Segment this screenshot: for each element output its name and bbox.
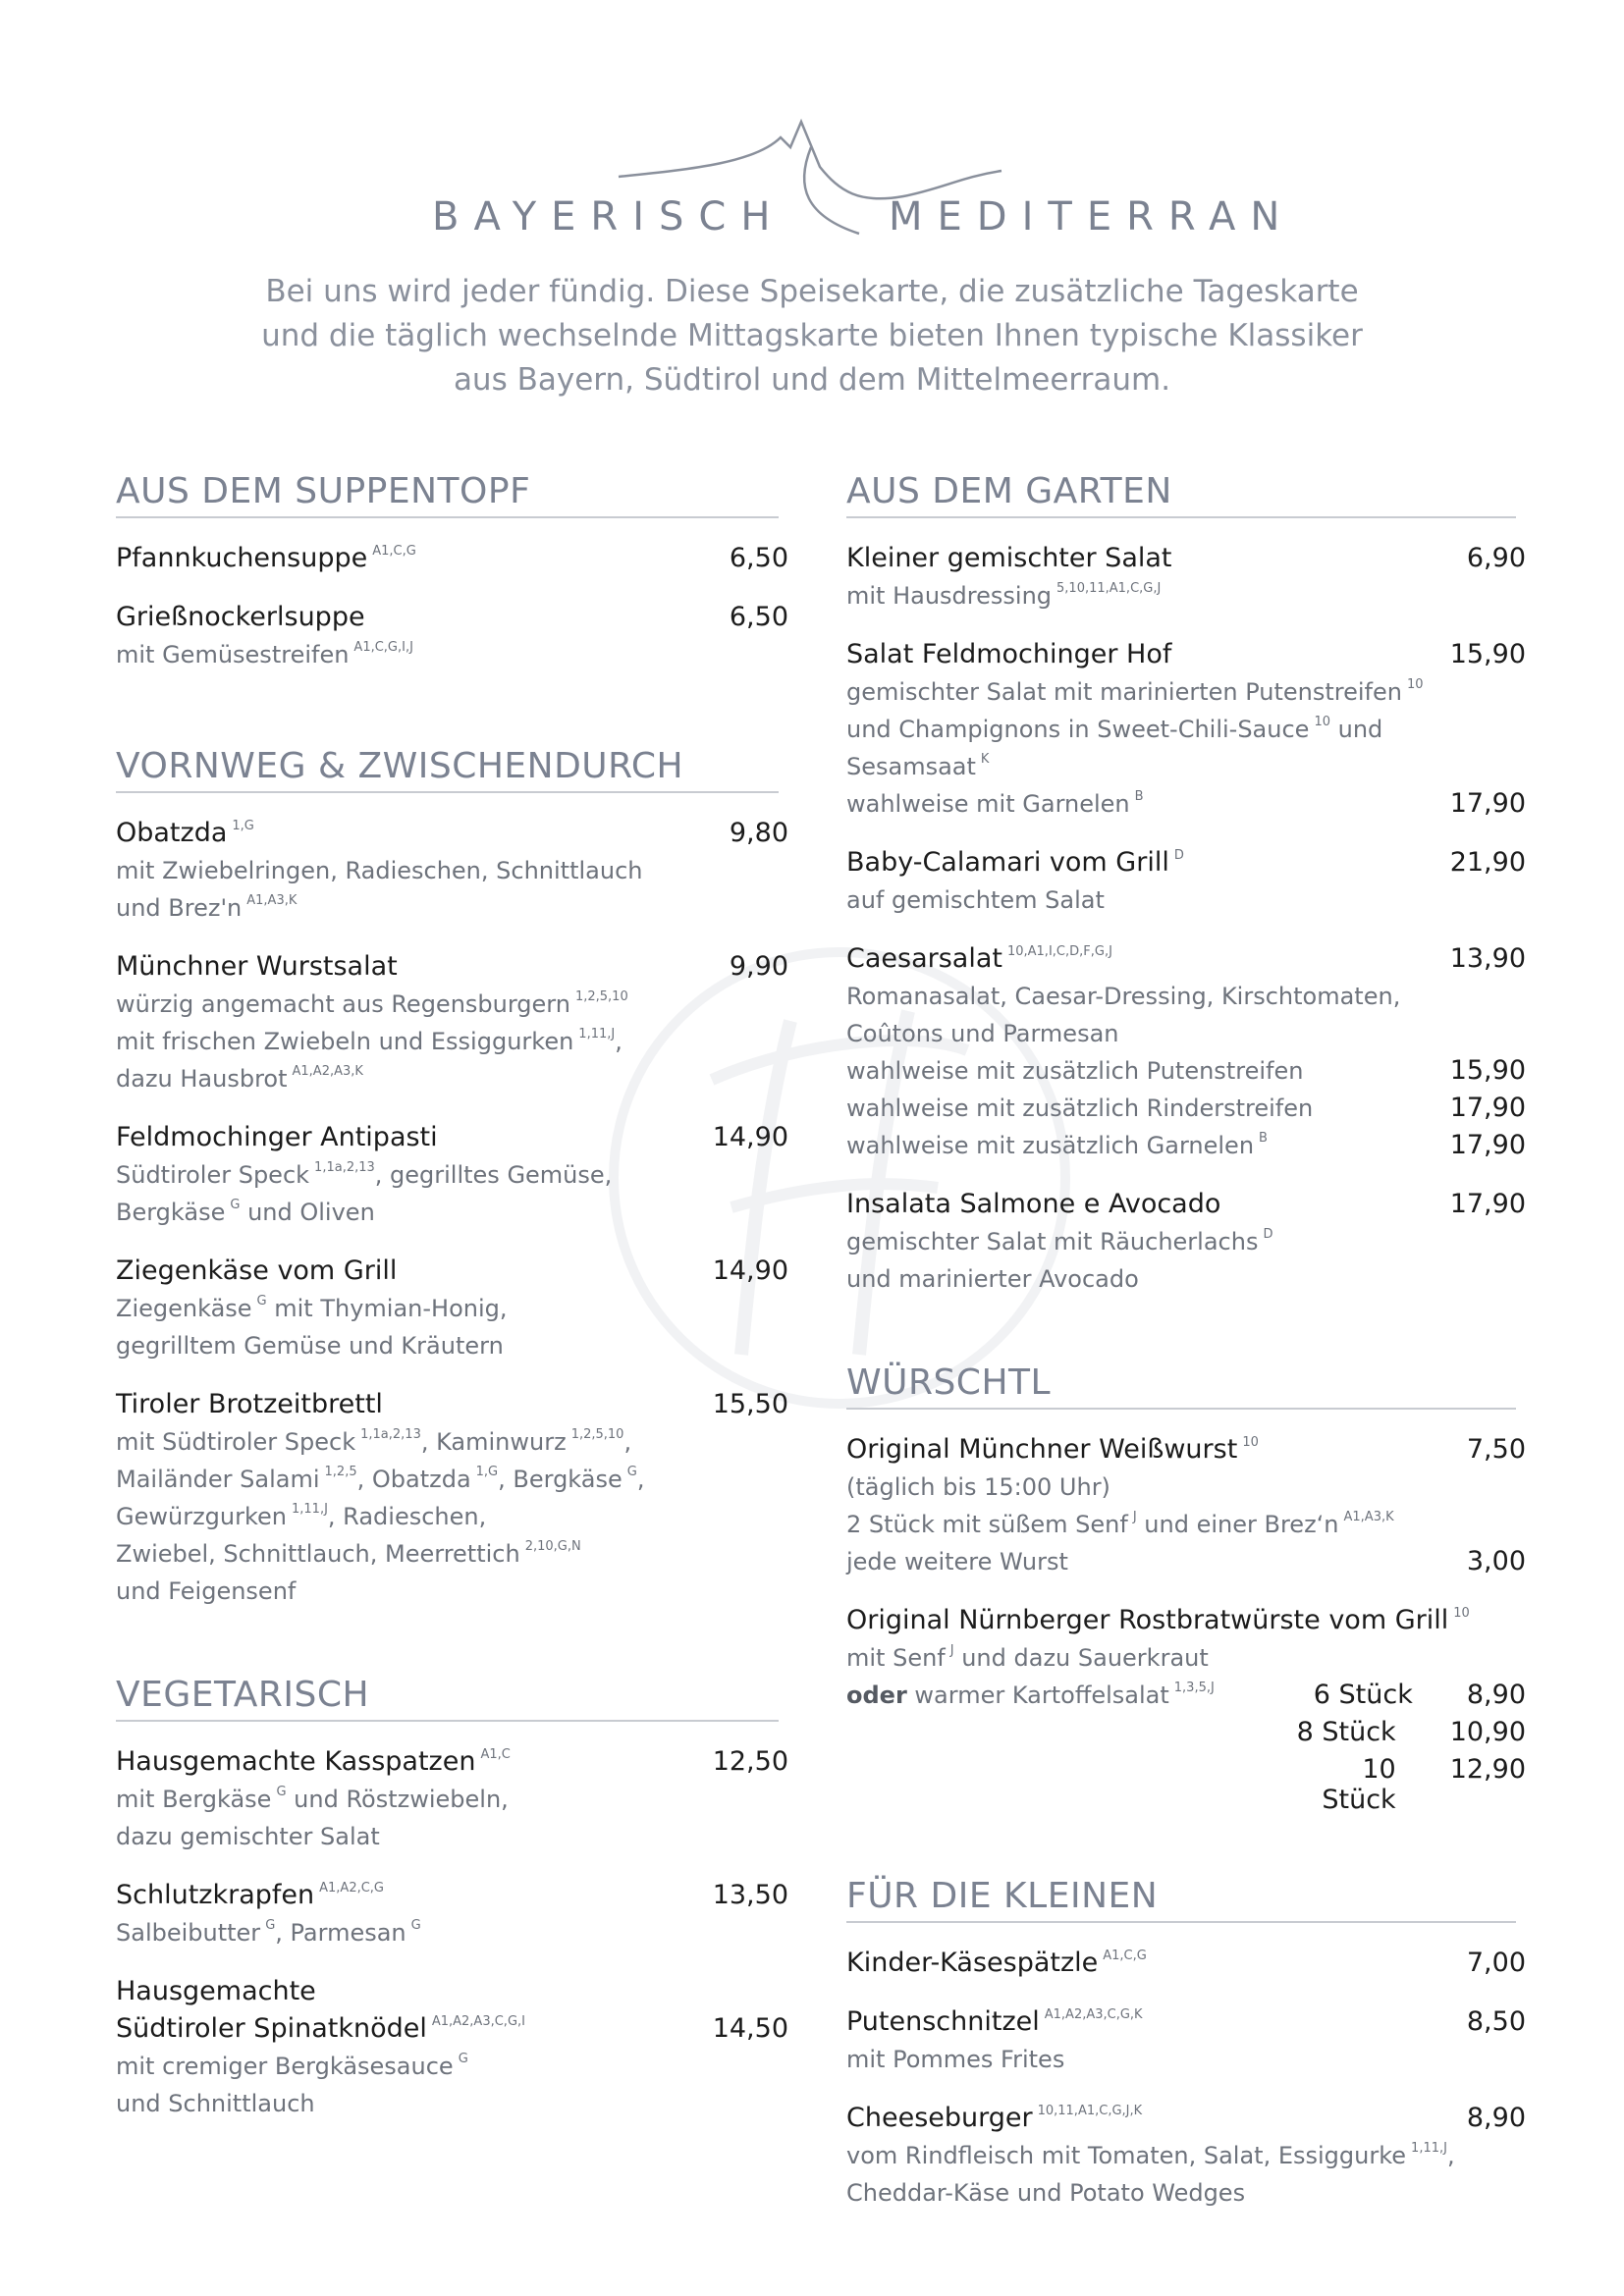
menu-item [116, 599, 788, 673]
item-description: gemischter Salat mit marinierten Putenstreifen $^{10}$ [846, 677, 1424, 706]
item-name: Salat Feldmochinger Hof [846, 639, 1172, 669]
item-description: mit Südtiroler Speck $^{1,1a,2,13}$, Kaminwurz $^{1,2,5,10}$, [116, 1427, 632, 1456]
item-description: dazu gemischter Salat [116, 1823, 380, 1850]
item-description: Cheddar-Käse und Potato Wedges [846, 2179, 1246, 2207]
item-description: Zwiebel, Schnittlauch, Meerrettich $^{2,10,G,N}$ [116, 1539, 581, 1568]
section-vornweg [116, 744, 788, 1610]
item-price: 13,50 [712, 1880, 788, 1910]
item-name: Grießnockerlsuppe [116, 602, 365, 632]
item-description: Romanasalat, Caesar-Dressing, Kirschtomaten, [846, 983, 1401, 1010]
item-price: 9,80 [729, 818, 788, 848]
section-wuerschtl [846, 1361, 1526, 1815]
item-description: dazu Hausbrot $^{A1,A2,A3,K}$ [116, 1064, 363, 1093]
item-name: Münchner Wurstsalat [116, 951, 398, 982]
item-price: 15,90 [1449, 639, 1526, 669]
item-option-price: 3,00 [1466, 1546, 1526, 1576]
item-description: (täglich bis 15:00 Uhr) [846, 1473, 1110, 1501]
item-price: 8,50 [1466, 2006, 1526, 2037]
menu-item [116, 1973, 788, 2122]
item-option: wahlweise mit zusätzlich Garnelen $^B$ [846, 1131, 1268, 1159]
intro-line: und die täglich wechselnde Mittagskarte bieten Ihnen typische Klassiker [261, 318, 1363, 353]
item-name: Obatzda $^{1,G}$ [116, 818, 254, 848]
item-description: und Champignons in Sweet-Chili-Sauce $^{10}$ und [846, 715, 1383, 743]
item-description: mit Zwiebelringen, Radieschen, Schnittlauch [116, 857, 643, 884]
item-price: 15,50 [712, 1389, 788, 1419]
section-title: VEGETARISCH [116, 1673, 779, 1722]
item-description: mit Bergkäse $^G$ und Röstzwiebeln, [116, 1785, 509, 1813]
intro-line: Bei uns wird jeder fündig. Diese Speisekarte, die zusätzliche Tageskarte [265, 274, 1359, 309]
intro-text [196, 270, 1428, 402]
menu-item [116, 948, 788, 1097]
section-garten [846, 469, 1526, 1298]
item-price: 8,90 [1466, 2103, 1526, 2133]
item-description: und Brez'n $^{A1,A3,K}$ [116, 893, 298, 922]
item-description: Sesamsaat $^K$ [846, 752, 990, 780]
size-price-row: 8 Stück 10,90 [1296, 1717, 1526, 1747]
menu-item [116, 1253, 788, 1364]
item-price: 14,90 [712, 1255, 788, 1286]
item-description: und Schnittlauch [116, 2090, 315, 2117]
item-name-line: Hausgemachte [116, 1976, 316, 2006]
item-description: oder warmer Kartoffelsalat $^{1,3,5,J}$ [846, 1681, 1215, 1709]
menu-item [846, 1431, 1526, 1580]
menu-item [116, 1877, 788, 1951]
item-name: Ziegenkäse vom Grill [116, 1255, 398, 1286]
menu-item [846, 636, 1526, 823]
item-description: und Feigensenf [116, 1577, 297, 1605]
item-option: wahlweise mit zusätzlich Putenstreifen [846, 1057, 1304, 1085]
item-description: Salbeibutter $^G$, Parmesan $^G$ [116, 1918, 421, 1947]
item-name: Hausgemachte Kasspatzen $^{A1,C}$ [116, 1746, 511, 1777]
item-option-price: 17,90 [1449, 788, 1526, 819]
item-name: Insalata Salmone e Avocado [846, 1189, 1221, 1219]
item-name: Baby-Calamari vom Grill $^D$ [846, 847, 1184, 878]
item-description: Ziegenkäse $^G$ mit Thymian-Honig, [116, 1294, 508, 1322]
menu-item [846, 1186, 1526, 1298]
menu-item [116, 1119, 788, 1231]
menu-item [846, 2100, 1526, 2212]
item-description: gemischter Salat mit Räucherlachs $^D$ [846, 1227, 1273, 1255]
item-price: 6,50 [729, 602, 788, 632]
menu-item [116, 1386, 788, 1610]
item-name: Putenschnitzel $^{A1,A2,A3,C,G,K}$ [846, 2006, 1143, 2037]
item-name: Kinder-Käsespätzle $^{A1,C,G}$ [846, 1948, 1147, 1978]
menu-item [846, 844, 1526, 919]
item-option-price: 15,90 [1449, 1055, 1526, 1086]
menu-item [116, 815, 788, 927]
item-option: jede weitere Wurst [846, 1548, 1068, 1575]
item-name: Caesarsalat $^{10,A1,I,C,D,F,G,J}$ [846, 943, 1112, 974]
item-name: Tiroler Brotzeitbrettl [116, 1389, 383, 1419]
item-price: 7,50 [1466, 1434, 1526, 1465]
section-title: AUS DEM GARTEN [846, 469, 1516, 518]
item-name: Original Nürnberger Rostbratwürste vom Grill $^{10}$ [846, 1605, 1470, 1635]
section-title: AUS DEM SUPPENTOPF [116, 469, 779, 518]
item-price: 9,90 [729, 951, 788, 982]
item-description: mit frischen Zwiebeln und Essiggurken $^{1,11,J}$, [116, 1027, 623, 1055]
section-suppentopf [116, 469, 788, 673]
menu-item [846, 940, 1526, 1164]
item-name: Cheeseburger $^{10,11,A1,C,G,J,K}$ [846, 2103, 1143, 2133]
item-price: 6,50 [729, 543, 788, 573]
item-name: Pfannkuchensuppe $^{A1,C,G}$ [116, 543, 416, 573]
item-description: auf gemischtem Salat [846, 886, 1105, 914]
item-name: Feldmochinger Antipasti [116, 1122, 438, 1152]
menu-item [846, 1945, 1526, 1982]
item-name: Kleiner gemischter Salat [846, 543, 1172, 573]
item-description: mit Hausdressing $^{5,10,11,A1,C,G,J}$ [846, 581, 1162, 610]
logo [0, 108, 1624, 245]
menu-item [846, 1602, 1526, 1815]
item-description: gegrilltem Gemüse und Kräutern [116, 1332, 504, 1360]
item-price: 13,90 [1449, 943, 1526, 974]
item-description: 2 Stück mit süßem Senf $^J$ und einer Brez‘n $^{A1,A3,K}$ [846, 1510, 1394, 1538]
item-price: 14,50 [712, 2013, 788, 2044]
item-price: 21,90 [1449, 847, 1526, 878]
item-name: Südtiroler Spinatknödel $^{A1,A2,A3,C,G,I}$ [116, 2013, 525, 2044]
section-title: VORNWEG & ZWISCHENDURCH [116, 744, 779, 793]
item-description: Coûtons und Parmesan [846, 1020, 1119, 1047]
section-title: WÜRSCHTL [846, 1361, 1516, 1410]
brand-name-left: BAYERISCH [432, 194, 785, 240]
item-description: mit Senf $^J$ und dazu Sauerkraut [846, 1643, 1209, 1672]
brand-name-right: MEDITERRAN [889, 194, 1295, 240]
item-price: 12,50 [712, 1746, 788, 1777]
item-price: 7,00 [1466, 1948, 1526, 1978]
size-price-row: 10 Stück 12,90 [1322, 1754, 1526, 1815]
item-price: 6,90 [1466, 543, 1526, 573]
menu-item [116, 540, 788, 577]
menu-item [846, 2003, 1526, 2078]
right-column [846, 469, 1526, 2270]
item-description: würzig angemacht aus Regensburgern $^{1,2,5,10}$ [116, 989, 628, 1018]
item-option: wahlweise mit Garnelen $^B$ [846, 789, 1144, 818]
item-description: Gewürzgurken $^{1,11,J}$, Radieschen, [116, 1502, 487, 1530]
section-kleinen [846, 1874, 1526, 2212]
item-description: mit cremiger Bergkäsesauce $^G$ [116, 2052, 468, 2080]
item-name: Original Münchner Weißwurst $^{10}$ [846, 1434, 1259, 1465]
item-description: mit Pommes Frites [846, 2046, 1065, 2073]
section-vegetarisch [116, 1673, 788, 2122]
menu-item [846, 540, 1526, 614]
menu-item [116, 1743, 788, 1855]
item-option-price: 17,90 [1449, 1093, 1526, 1123]
item-description: und marinierter Avocado [846, 1265, 1139, 1293]
item-description: Mailänder Salami $^{1,2,5}$, Obatzda $^{1,G}$, Bergkäse $^G$, [116, 1465, 645, 1493]
left-column [116, 469, 788, 2181]
intro-line: aus Bayern, Südtirol und dem Mittelmeerraum. [453, 362, 1171, 398]
item-price: 14,90 [712, 1122, 788, 1152]
item-description: Bergkäse $^G$ und Oliven [116, 1198, 375, 1226]
size-price-row: 6 Stück 8,90 [1313, 1680, 1526, 1710]
item-description: Südtiroler Speck $^{1,1a,2,13}$, gegrilltes Gemüse, [116, 1160, 613, 1189]
section-title: FÜR DIE KLEINEN [846, 1874, 1516, 1923]
item-option-price: 17,90 [1449, 1130, 1526, 1160]
item-name: Schlutzkrapfen $^{A1,A2,C,G}$ [116, 1880, 385, 1910]
item-price: 17,90 [1449, 1189, 1526, 1219]
item-description: vom Rindfleisch mit Tomaten, Salat, Essiggurke $^{1,11,J}$, [846, 2141, 1455, 2169]
item-option: wahlweise mit zusätzlich Rinderstreifen [846, 1095, 1314, 1122]
item-description: mit Gemüsestreifen $^{A1,C,G,I,J}$ [116, 640, 413, 668]
